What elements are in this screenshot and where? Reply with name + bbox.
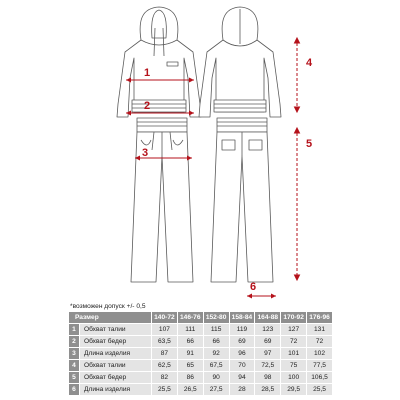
measure-label-1: 1 xyxy=(144,67,151,79)
size-column-header: 152-80 xyxy=(203,312,229,324)
size-table xyxy=(68,311,333,396)
measure-label-5: 5 xyxy=(306,138,313,150)
table-cell: 97 xyxy=(255,348,281,360)
table-cell: 62,5 xyxy=(152,360,178,372)
size-column-header: 158-84 xyxy=(229,312,255,324)
front-hoodie-drawing xyxy=(117,7,201,117)
table-cell: 96 xyxy=(229,348,255,360)
table-cell: 102 xyxy=(307,348,333,360)
measure-label-3: 3 xyxy=(142,147,149,159)
table-cell: 92 xyxy=(203,348,229,360)
table-cell: 127 xyxy=(281,324,307,336)
table-cell: 100 xyxy=(281,372,307,384)
table-cell: 72 xyxy=(281,336,307,348)
row-number: 2 xyxy=(69,336,80,348)
table-cell: 72 xyxy=(307,336,333,348)
table-cell: 119 xyxy=(229,324,255,336)
table-cell: 69 xyxy=(255,336,281,348)
table-cell: 115 xyxy=(203,324,229,336)
table-cell: 87 xyxy=(152,348,178,360)
table-row xyxy=(69,324,333,336)
tolerance-note: *возможен допуск +/- 0,5 xyxy=(70,303,146,310)
table-cell: 107 xyxy=(152,324,178,336)
size-table-header-row xyxy=(69,312,333,324)
table-cell: 25,5 xyxy=(152,384,178,396)
table-cell: 111 xyxy=(177,324,203,336)
parameter-name: Длина изделия xyxy=(80,348,152,360)
table-row xyxy=(69,348,333,360)
measure-6-arrow xyxy=(247,294,276,299)
table-cell: 69 xyxy=(229,336,255,348)
table-cell: 65 xyxy=(177,360,203,372)
measure-label-6: 6 xyxy=(250,281,257,293)
size-column-header: 164-88 xyxy=(255,312,281,324)
front-pants-drawing xyxy=(131,118,193,282)
parameter-name: Обхват бедер xyxy=(80,372,152,384)
table-cell: 90 xyxy=(203,372,229,384)
back-hoodie-drawing xyxy=(199,7,281,117)
row-number: 5 xyxy=(69,372,80,384)
table-cell: 66 xyxy=(177,336,203,348)
row-number: 1 xyxy=(69,324,80,336)
table-row xyxy=(69,336,333,348)
parameter-name: Обхват талии xyxy=(80,324,152,336)
size-header-label: Размер xyxy=(69,312,152,324)
parameter-name: Обхват талии xyxy=(80,360,152,372)
size-column-header: 170-92 xyxy=(281,312,307,324)
measure-label-2: 2 xyxy=(144,100,151,112)
row-number: 6 xyxy=(69,384,80,396)
parameter-name: Обхват бедер xyxy=(80,336,152,348)
table-cell: 77,5 xyxy=(307,360,333,372)
table-cell: 26,5 xyxy=(177,384,203,396)
table-cell: 94 xyxy=(229,372,255,384)
table-cell: 28,5 xyxy=(255,384,281,396)
table-cell: 82 xyxy=(152,372,178,384)
table-cell: 28 xyxy=(229,384,255,396)
table-cell: 98 xyxy=(255,372,281,384)
table-cell: 91 xyxy=(177,348,203,360)
back-pants-drawing xyxy=(211,118,273,282)
table-row xyxy=(69,372,333,384)
measure-label-4: 4 xyxy=(306,57,313,69)
size-column-header: 140-72 xyxy=(152,312,178,324)
table-row xyxy=(69,360,333,372)
table-cell: 27,5 xyxy=(203,384,229,396)
table-cell: 101 xyxy=(281,348,307,360)
table-cell: 66 xyxy=(203,336,229,348)
row-number: 4 xyxy=(69,360,80,372)
table-cell: 25,5 xyxy=(307,384,333,396)
parameter-name: Длина изделия xyxy=(80,384,152,396)
table-cell: 70 xyxy=(229,360,255,372)
size-column-header: 176-96 xyxy=(307,312,333,324)
table-cell: 106,5 xyxy=(307,372,333,384)
table-cell: 131 xyxy=(307,324,333,336)
table-cell: 86 xyxy=(177,372,203,384)
table-cell: 72,5 xyxy=(255,360,281,372)
size-column-header: 146-76 xyxy=(177,312,203,324)
table-cell: 67,5 xyxy=(203,360,229,372)
table-cell: 29,5 xyxy=(281,384,307,396)
table-cell: 123 xyxy=(255,324,281,336)
table-cell: 75 xyxy=(281,360,307,372)
row-number: 3 xyxy=(69,348,80,360)
table-cell: 63,5 xyxy=(152,336,178,348)
table-row xyxy=(69,384,333,396)
